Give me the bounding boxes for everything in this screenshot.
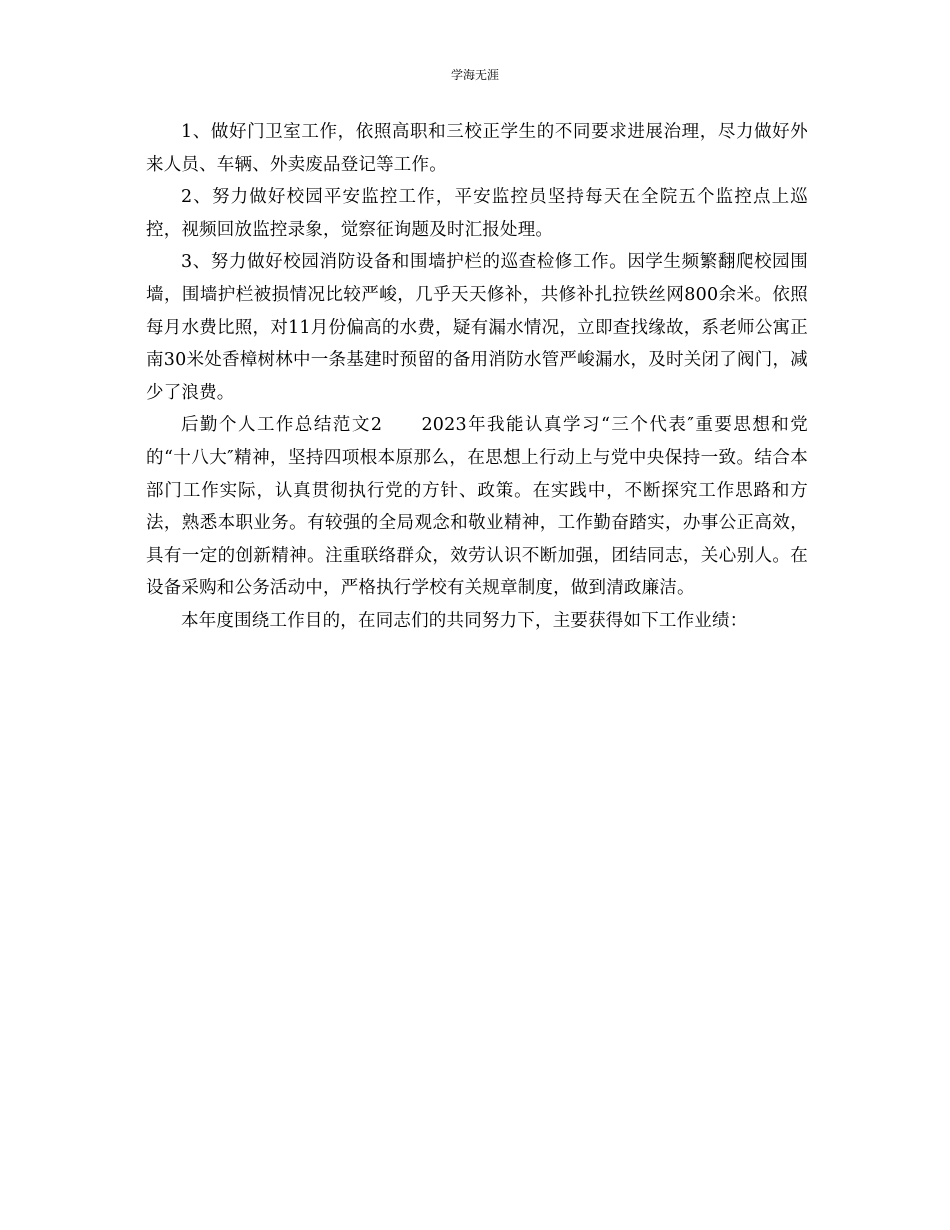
paragraph-5: 本年度围绕工作目的，在同志们的共同努力下，主要获得如下工作业绩：	[181, 610, 748, 631]
paragraph-4: 后勤个人工作总结范文2 2023年我能认真学习“三个代表″重要思想和党的“十八大″精神，坚持四项根本原那么，在思想上行动上与党中央保持一致。结合本部门工作实际，认真贯彻执行党的方针、政策。在实践中，不断探究工作思路和方法，熟悉本职业务。有较强的全局观念和敬业精神，工作勤奋踏实，办事公正高效，具有一定的创新精神。注重联络群众，效劳认识不断加强，团结同志，关心别人。在设备采购和公务活动中，严格执行学校有关规章制度，做到清政廉洁。	[146, 415, 808, 599]
paragraph-2: 2、努力做好校园平安监控工作，平安监控员坚持每天在全院五个监控点上巡控，视频回放监控录象，觉察征询题及时汇报处理。	[146, 187, 808, 240]
paragraph-3: 3、努力做好校园消防设备和围墙护栏的巡查检修工作。因学生频繁翻爬校园围墙，围墙护栏被损情况比较严峻，几乎天天修补，共修补扎拉铁丝网800余米。依照每月水费比照，对11月份偏高的水费，疑有漏水情况，立即查找缘故，系老师公寓正南30米处香樟树林中一条基建时预留的备用消防水管严峻漏水，及时关闭了阀门，减少了浪费。	[146, 252, 808, 403]
paragraph-1: 1、做好门卫室工作，依照高职和三校正学生的不同要求进展治理，尽力做好外来人员、车辆、外卖废品登记等工作。	[146, 122, 808, 175]
page-header: 学海无涯	[450, 68, 499, 82]
document-body	[146, 116, 808, 638]
